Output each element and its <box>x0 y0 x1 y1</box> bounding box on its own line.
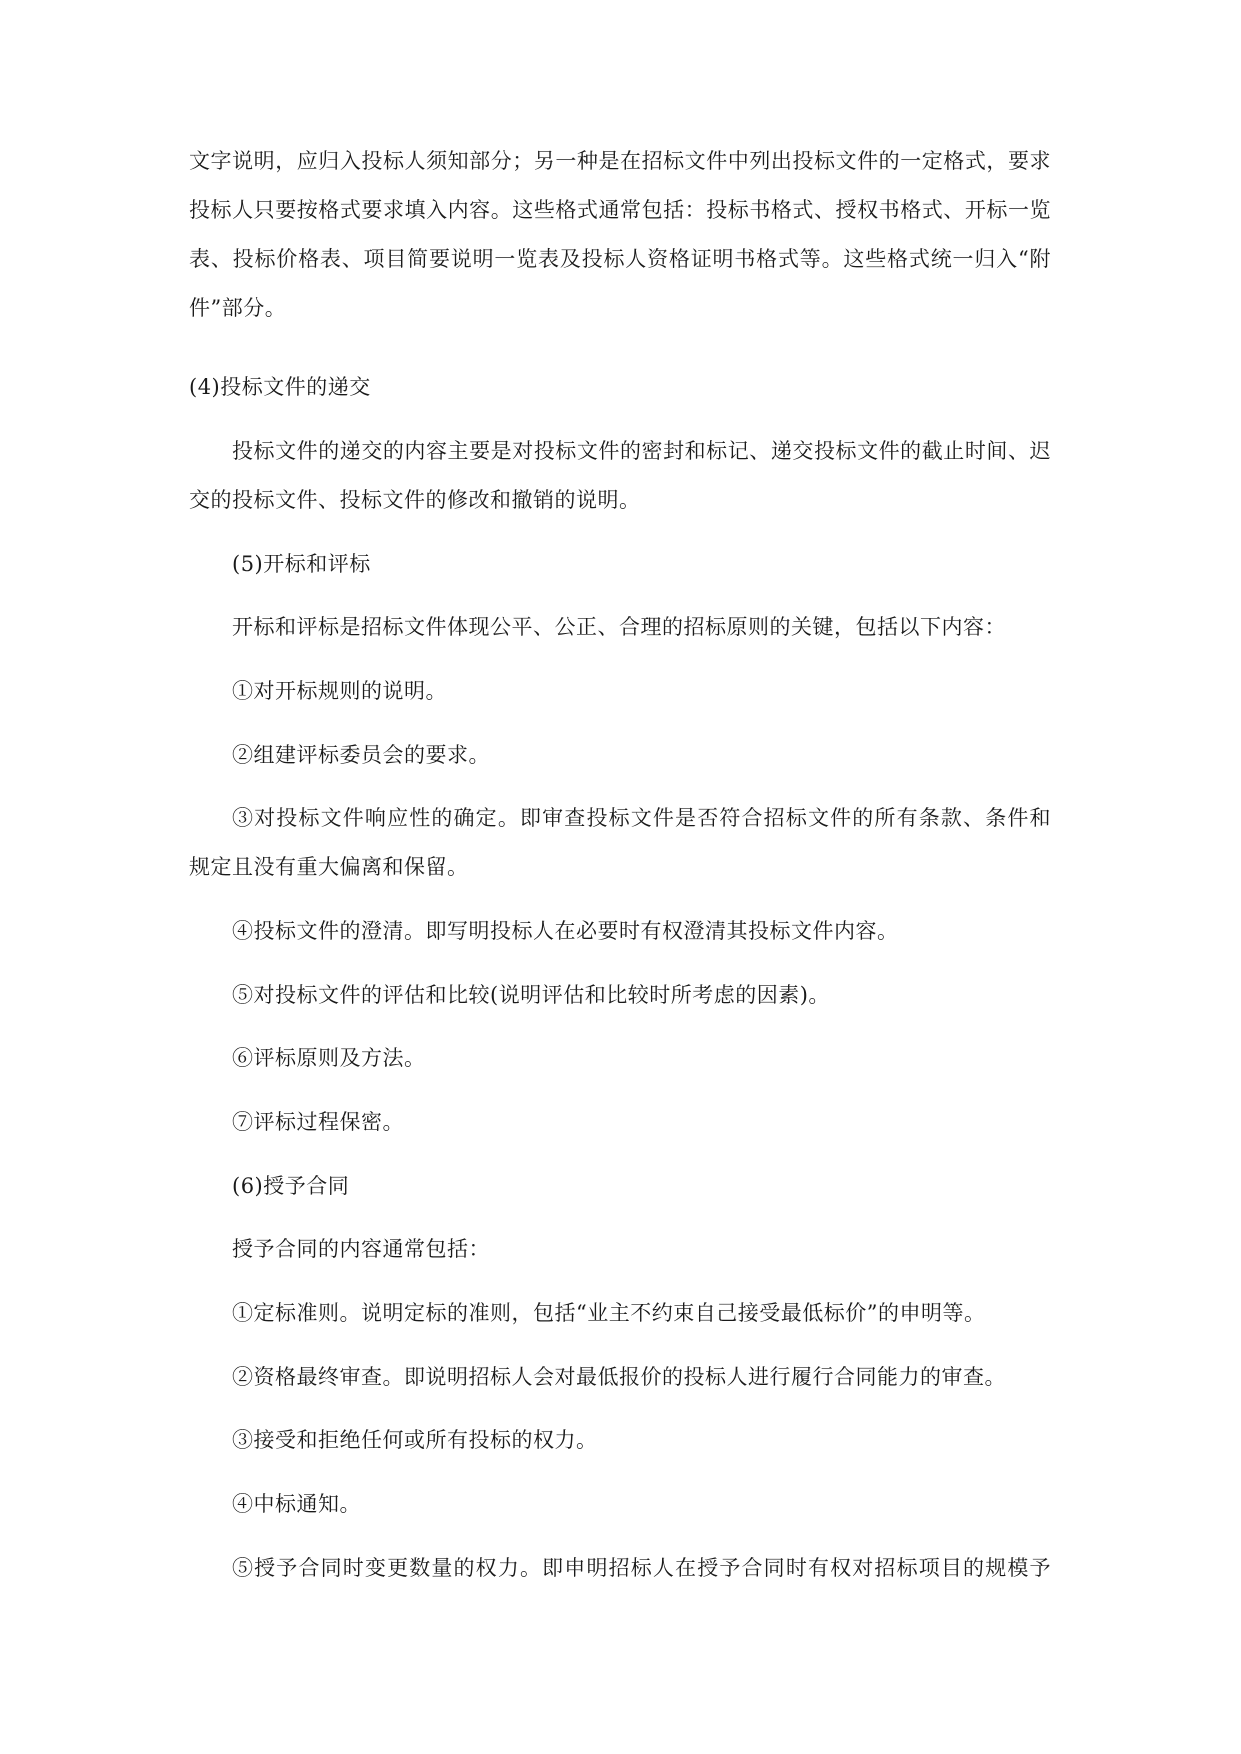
list-item: ②组建评标委员会的要求。 <box>232 743 490 767</box>
list-item: ④中标通知。 <box>232 1492 361 1516</box>
list-item: ②资格最终审查。即说明招标人会对最低报价的投标人进行履行合同能力的审查。 <box>232 1365 1006 1389</box>
list-item: ①对开标规则的说明。 <box>232 679 447 703</box>
paragraph-line: 投标文件的递交的内容主要是对投标文件的密封和标记、递交投标文件的截止时间、迟 <box>232 439 1051 463</box>
list-item: ⑤授予合同时变更数量的权力。即申明招标人在授予合同时有权对招标项目的规模予 <box>232 1556 1051 1580</box>
section-heading: (5)开标和评标 <box>232 552 371 576</box>
paragraph-line: 表、投标价格表、项目简要说明一览表及投标人资格证明书格式等。这些格式统一归入“附 <box>189 247 1051 271</box>
section-heading: (4)投标文件的递交 <box>189 375 371 399</box>
paragraph-line: 文字说明，应归入投标人须知部分；另一种是在招标文件中列出投标文件的一定格式，要求 <box>189 149 1051 173</box>
paragraph-line: 交的投标文件、投标文件的修改和撤销的说明。 <box>189 488 641 512</box>
paragraph-line: 件”部分。 <box>189 296 287 320</box>
list-item: ⑥评标原则及方法。 <box>232 1046 426 1070</box>
list-item: ①定标准则。说明定标的准则，包括“业主不约束自己接受最低标价”的申明等。 <box>232 1301 986 1325</box>
section-heading: (6)授予合同 <box>232 1174 350 1198</box>
list-item: ④投标文件的澄清。即写明投标人在必要时有权澄清其投标文件内容。 <box>232 919 899 943</box>
list-item: ⑦评标过程保密。 <box>232 1110 404 1134</box>
paragraph-line: 开标和评标是招标文件体现公平、公正、合理的招标原则的关键，包括以下内容： <box>232 615 1006 639</box>
paragraph-line: 投标人只要按格式要求填入内容。这些格式通常包括：投标书格式、授权书格式、开标一览 <box>189 198 1051 222</box>
list-item: ③对投标文件响应性的确定。即审查投标文件是否符合招标文件的所有条款、条件和 <box>232 806 1051 830</box>
list-item: ⑤对投标文件的评估和比较(说明评估和比较时所考虑的因素)。 <box>232 983 830 1007</box>
list-item: ③接受和拒绝任何或所有投标的权力。 <box>232 1428 598 1452</box>
paragraph-line: 授予合同的内容通常包括： <box>232 1237 490 1261</box>
list-item-continuation: 规定且没有重大偏离和保留。 <box>189 855 469 879</box>
